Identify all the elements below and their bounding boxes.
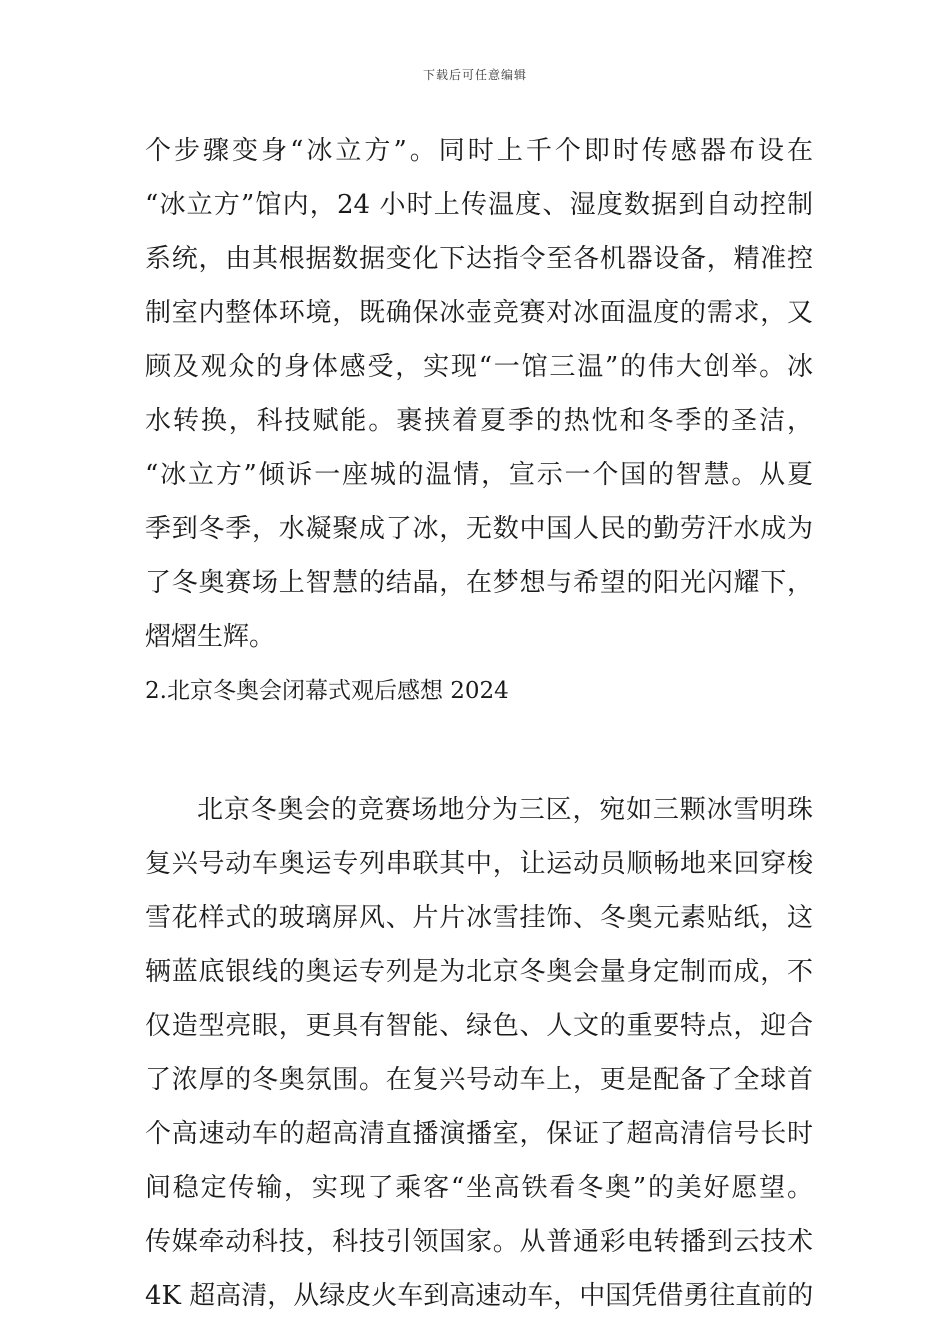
paragraph-line: 系统，由其根据数据变化下达指令至各机器设备，精准控 bbox=[145, 244, 813, 274]
paragraph-line: 4K 超高清，从绿皮火车到高速动车，中国凭借勇往直前的 bbox=[145, 1281, 813, 1311]
paragraph-line: “冰立方”馆内，24 小时上传温度、湿度数据到自动控制 bbox=[145, 190, 813, 220]
paragraph-line: 熠熠生辉。 bbox=[145, 622, 276, 652]
paragraph-line: 制室内整体环境，既确保冰壶竞赛对冰面温度的需求，又 bbox=[145, 298, 813, 328]
paragraph-line: 间稳定传输，实现了乘客“坐高铁看冬奥”的美好愿望。 bbox=[145, 1173, 813, 1203]
blank-spacer bbox=[145, 718, 813, 783]
paragraph-continued bbox=[145, 124, 813, 664]
paragraph-line: 复兴号动车奥运专列串联其中，让运动员顺畅地来回穿梭 bbox=[145, 849, 813, 879]
section-heading: 2.北京冬奥会闭幕式观后感想 2024 bbox=[145, 678, 509, 704]
paragraph-section2 bbox=[145, 783, 813, 1323]
paragraph-line: 北京冬奥会的竞赛场地分为三区，宛如三颗冰雪明珠 bbox=[197, 795, 813, 825]
paragraph-line: 个高速动车的超高清直播演播室，保证了超高清信号长时 bbox=[145, 1119, 813, 1149]
paragraph-line: 雪花样式的玻璃屏风、片片冰雪挂饰、冬奥元素贴纸，这 bbox=[145, 903, 813, 933]
document-body bbox=[145, 124, 813, 1323]
page-header: 下载后可任意编辑 bbox=[422, 68, 527, 82]
paragraph-line: “冰立方”倾诉一座城的温情，宣示一个国的智慧。从夏 bbox=[145, 460, 813, 490]
paragraph-line: 了冬奥赛场上智慧的结晶，在梦想与希望的阳光闪耀下， bbox=[145, 568, 813, 598]
paragraph-line: 个步骤变身“冰立方”。同时上千个即时传感器布设在 bbox=[145, 136, 813, 166]
paragraph-line: 辆蓝底银线的奥运专列是为北京冬奥会量身定制而成，不 bbox=[145, 957, 813, 987]
paragraph-line: 了浓厚的冬奥氛围。在复兴号动车上，更是配备了全球首 bbox=[145, 1065, 813, 1095]
paragraph-line: 水转换，科技赋能。裹挟着夏季的热忱和冬季的圣洁， bbox=[145, 406, 813, 436]
paragraph-line: 顾及观众的身体感受，实现“一馆三温”的伟大创举。冰 bbox=[145, 352, 813, 382]
paragraph-line: 季到冬季，水凝聚成了冰，无数中国人民的勤劳汗水成为 bbox=[145, 514, 813, 544]
paragraph-line: 仅造型亮眼，更具有智能、绿色、人文的重要特点，迎合 bbox=[145, 1011, 813, 1041]
paragraph-line: 传媒牵动科技，科技引领国家。从普通彩电转播到云技术 bbox=[145, 1227, 813, 1257]
